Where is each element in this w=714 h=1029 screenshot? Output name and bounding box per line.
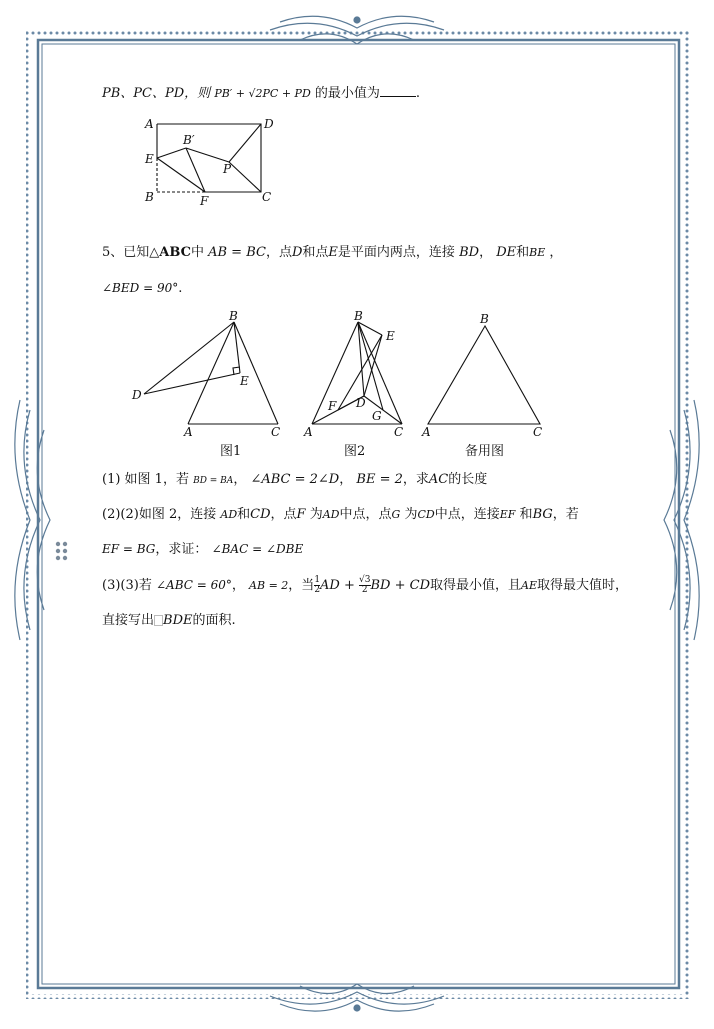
label-E: E (145, 152, 154, 166)
label-D: D (356, 396, 366, 410)
figure-rectangle (140, 112, 280, 212)
text: ， (549, 245, 563, 260)
text: ，求证： (155, 542, 208, 557)
label-P: P (223, 162, 232, 176)
text: ，点 (265, 245, 292, 260)
label-A: A (184, 425, 193, 439)
answer-blank (380, 84, 416, 97)
dot-cluster (56, 542, 67, 560)
text: 为 (309, 507, 323, 522)
denominator: 2 (361, 585, 368, 595)
label-C: C (394, 425, 404, 439)
text: 的长度 (448, 472, 488, 487)
math: AE (521, 579, 538, 592)
math: BE (529, 246, 546, 259)
text: 为 (404, 507, 418, 522)
text: 中点，点 (339, 507, 392, 522)
math: F (296, 507, 306, 522)
math: BDE (163, 613, 193, 628)
math: BG (532, 507, 553, 522)
math: BD (459, 245, 480, 260)
text: ， (231, 578, 245, 593)
math: CD (250, 507, 271, 522)
math-expression: PB′ + √2PC + PD (214, 87, 311, 100)
text: 和 (519, 507, 533, 522)
label-C: C (533, 425, 543, 439)
math: BD + CD (370, 578, 431, 593)
figure-2 (300, 310, 415, 460)
caption-backup: 备用图 (465, 444, 505, 459)
math: G (391, 508, 401, 521)
math: ∠ABC = 2∠D (250, 472, 340, 487)
part3-line1 (102, 576, 628, 595)
text: 的面积. (192, 613, 236, 628)
text: (1) 如图 1，若 (102, 472, 189, 487)
problem5-line2 (102, 279, 182, 298)
label-E: E (240, 374, 249, 388)
caption-fig1: 图1 (220, 444, 242, 459)
part2-line1 (102, 506, 579, 524)
math: EF (499, 508, 516, 521)
text: 和 (516, 245, 530, 260)
label-A: A (422, 425, 431, 439)
label-D: D (132, 388, 142, 402)
math: EF = BG (102, 542, 156, 556)
label-C: C (262, 190, 272, 204)
math: AB = 2 (249, 579, 289, 592)
caption-fig2: 图2 (344, 444, 366, 459)
label-B: B (229, 310, 238, 323)
math: BD = BA (193, 476, 234, 486)
label-G: G (372, 409, 382, 423)
label-B: B (480, 312, 489, 326)
problem4-tail-line (102, 84, 420, 103)
part2-line2 (102, 540, 303, 559)
math: ∠ABC = 60° (155, 578, 232, 592)
text: ，求 (402, 472, 429, 487)
figure-1 (128, 310, 293, 460)
text: . (178, 281, 183, 296)
text: 中 (190, 245, 204, 260)
label-F: F (200, 194, 209, 208)
triangle-abc: △ABC (149, 245, 191, 260)
fraction-sqrt3-half (359, 576, 370, 595)
text: 和 (237, 507, 251, 522)
math: ∠BAC = ∠DBE (211, 542, 304, 556)
denominator: 2 (314, 585, 321, 595)
math: D (291, 245, 303, 260)
math: ∠BED = 90° (102, 281, 179, 295)
text: 和点 (302, 245, 329, 260)
math: AD (220, 508, 238, 521)
text: 取得最大值时， (537, 578, 629, 593)
missing-glyph-icon (154, 615, 163, 626)
label-A: A (304, 425, 313, 439)
math: AC (428, 472, 449, 487)
math: AD (322, 508, 340, 521)
label-D: D (264, 117, 274, 131)
text: ，点 (270, 507, 297, 522)
label-F: F (328, 399, 337, 413)
math: DE (496, 245, 517, 260)
math: AB = BC (208, 245, 266, 260)
text: (2)(2)如图 2，连接 (102, 507, 217, 522)
problem5-line1 (102, 244, 562, 262)
text: 5、已知 (102, 245, 150, 260)
text: . (415, 86, 421, 101)
math: BE = 2 (356, 472, 403, 487)
text: 的最小值为 (314, 86, 380, 101)
label-A: A (145, 117, 154, 131)
text: PB、PC、PD，则 (102, 86, 211, 101)
math: AD + (320, 578, 355, 593)
text: 取得最小值，且 (430, 578, 522, 593)
text: 是平面内两点，连接 (337, 245, 455, 260)
text: ， (479, 245, 493, 260)
text: 直接写出 (102, 613, 155, 628)
label-C: C (271, 425, 281, 439)
numerator: √3 (359, 575, 371, 585)
text: ， (339, 472, 353, 487)
figure-backup (418, 310, 548, 460)
text: ，若 (552, 507, 579, 522)
right-ornament (664, 400, 699, 640)
label-B: B (145, 190, 154, 204)
text: 中点，连接 (434, 507, 500, 522)
label-B: B (354, 310, 363, 323)
label-E: E (386, 329, 395, 343)
part3-line2 (102, 612, 236, 630)
left-ornament (15, 400, 50, 640)
math: CD (417, 508, 435, 521)
text: (3)(3)若 (102, 578, 152, 593)
math: E (328, 245, 338, 260)
part1-line (102, 471, 487, 490)
label-Bprime: B′ (183, 133, 195, 147)
numerator: 1 (314, 575, 321, 585)
text: ，当 (288, 578, 315, 593)
text: ， (233, 472, 247, 487)
